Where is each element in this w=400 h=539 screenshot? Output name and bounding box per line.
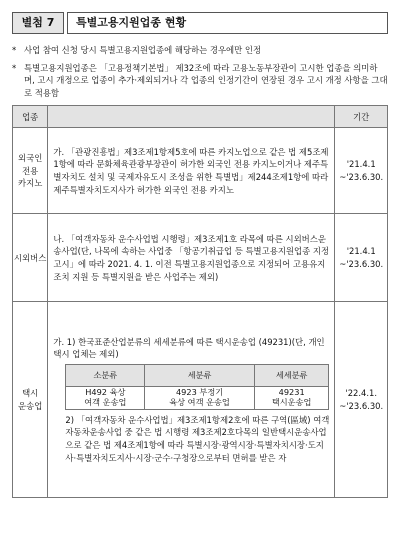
taxi-item-2: 2) 「여객자동차 운수사업법」제3조제1항제2호에 따른 구역(區域) 여객자동차운송사업 중 같은 법 시행령 제3조제2호다목의 일반택시운송사업으로 같은 법 제4조제1항에 따라 특별시장·광역시장·특별자치시장·도지사·특별자치도지사·시장·군수·구청장으로부터 면허를 받은 자 bbox=[65, 414, 330, 463]
note-item bbox=[12, 44, 388, 57]
note-text: 사업 참여 신청 당시 특별고용지원업종에 해당하는 경우에만 인정 bbox=[24, 45, 262, 55]
row-description: 가. 「관광진흥법」제3조제1항제5호에 따른 카지노업으로 같은 법 제5조제1항에 따라 문화체육관광부장관이 허가한 외국인 전용 카지노이거나 제주특별자치도 설치 및 국제자유도시 조성을 위한 특별법」제244조제1항에 따라 제주특별자치도지사가 허가한 외국인 전용 카지노 bbox=[48, 128, 335, 214]
row-period: '21.4.1 ~'23.6.30. bbox=[335, 128, 388, 214]
classification-table bbox=[65, 364, 329, 410]
note-text: 특별고용지원업종은 「고용정책기본법」 제32조에 따라 고용노동부장관이 고시한 업종을 의미하며, 고시 개정으로 업종이 추가·제외되거나 각 업종의 인정기간이 연장된 경우 고시 개정 사항을 그대로 적용함 bbox=[24, 62, 388, 98]
row-category: 택시 운송업 bbox=[13, 302, 48, 498]
row-description bbox=[48, 302, 335, 498]
table-row bbox=[13, 128, 388, 214]
title-row bbox=[12, 12, 388, 34]
table-row bbox=[13, 214, 388, 302]
header-description bbox=[48, 106, 335, 128]
note-mark: * bbox=[12, 62, 17, 73]
row-period: '22.4.1. ~'23.6.30. bbox=[335, 302, 388, 498]
sub-cell: 49231 택시운송업 bbox=[254, 386, 329, 409]
row-category: 시외버스 bbox=[13, 214, 48, 302]
sub-cell: H492 육상 여객 운송업 bbox=[66, 386, 145, 409]
sub-header: 세세분류 bbox=[254, 364, 329, 386]
taxi-item-1: 가. 1) 한국표준산업분류의 세세분류에 따른 택시운송업 (49231)(단, 개인택시 업체는 제외) bbox=[53, 336, 325, 360]
notes bbox=[12, 44, 388, 99]
sub-header: 세분류 bbox=[145, 364, 255, 386]
header-period: 기간 bbox=[335, 106, 388, 128]
sub-header: 소분류 bbox=[66, 364, 145, 386]
sub-cell: 4923 부정기 육상 여객 운송업 bbox=[145, 386, 255, 409]
attachment-badge: 별첨 7 bbox=[12, 12, 64, 34]
note-item bbox=[12, 62, 388, 100]
industry-table bbox=[12, 105, 388, 498]
table-header-row bbox=[13, 106, 388, 128]
header-industry: 업종 bbox=[13, 106, 48, 128]
row-description: 나. 「여객자동차 운수사업법 시행령」제3조제1호 라목에 따른 시외버스운송사업(단, 나목에 속하는 사업중 「항공기취급업 등 특별고용지원업종 지정 고시」에 따라 2021. 4. 1. 이전 특별고용지원업종으로 지정되어 고용유지조치 지원 등 특별지원을 받은 사업주는 제외) bbox=[48, 214, 335, 302]
note-mark: * bbox=[12, 45, 17, 55]
table-row bbox=[13, 302, 388, 498]
row-period: '21.4.1 ~'23.6.30. bbox=[335, 214, 388, 302]
page-title: 특별고용지원업종 현황 bbox=[67, 12, 388, 34]
row-category: 외국인 전용 카지노 bbox=[13, 128, 48, 214]
